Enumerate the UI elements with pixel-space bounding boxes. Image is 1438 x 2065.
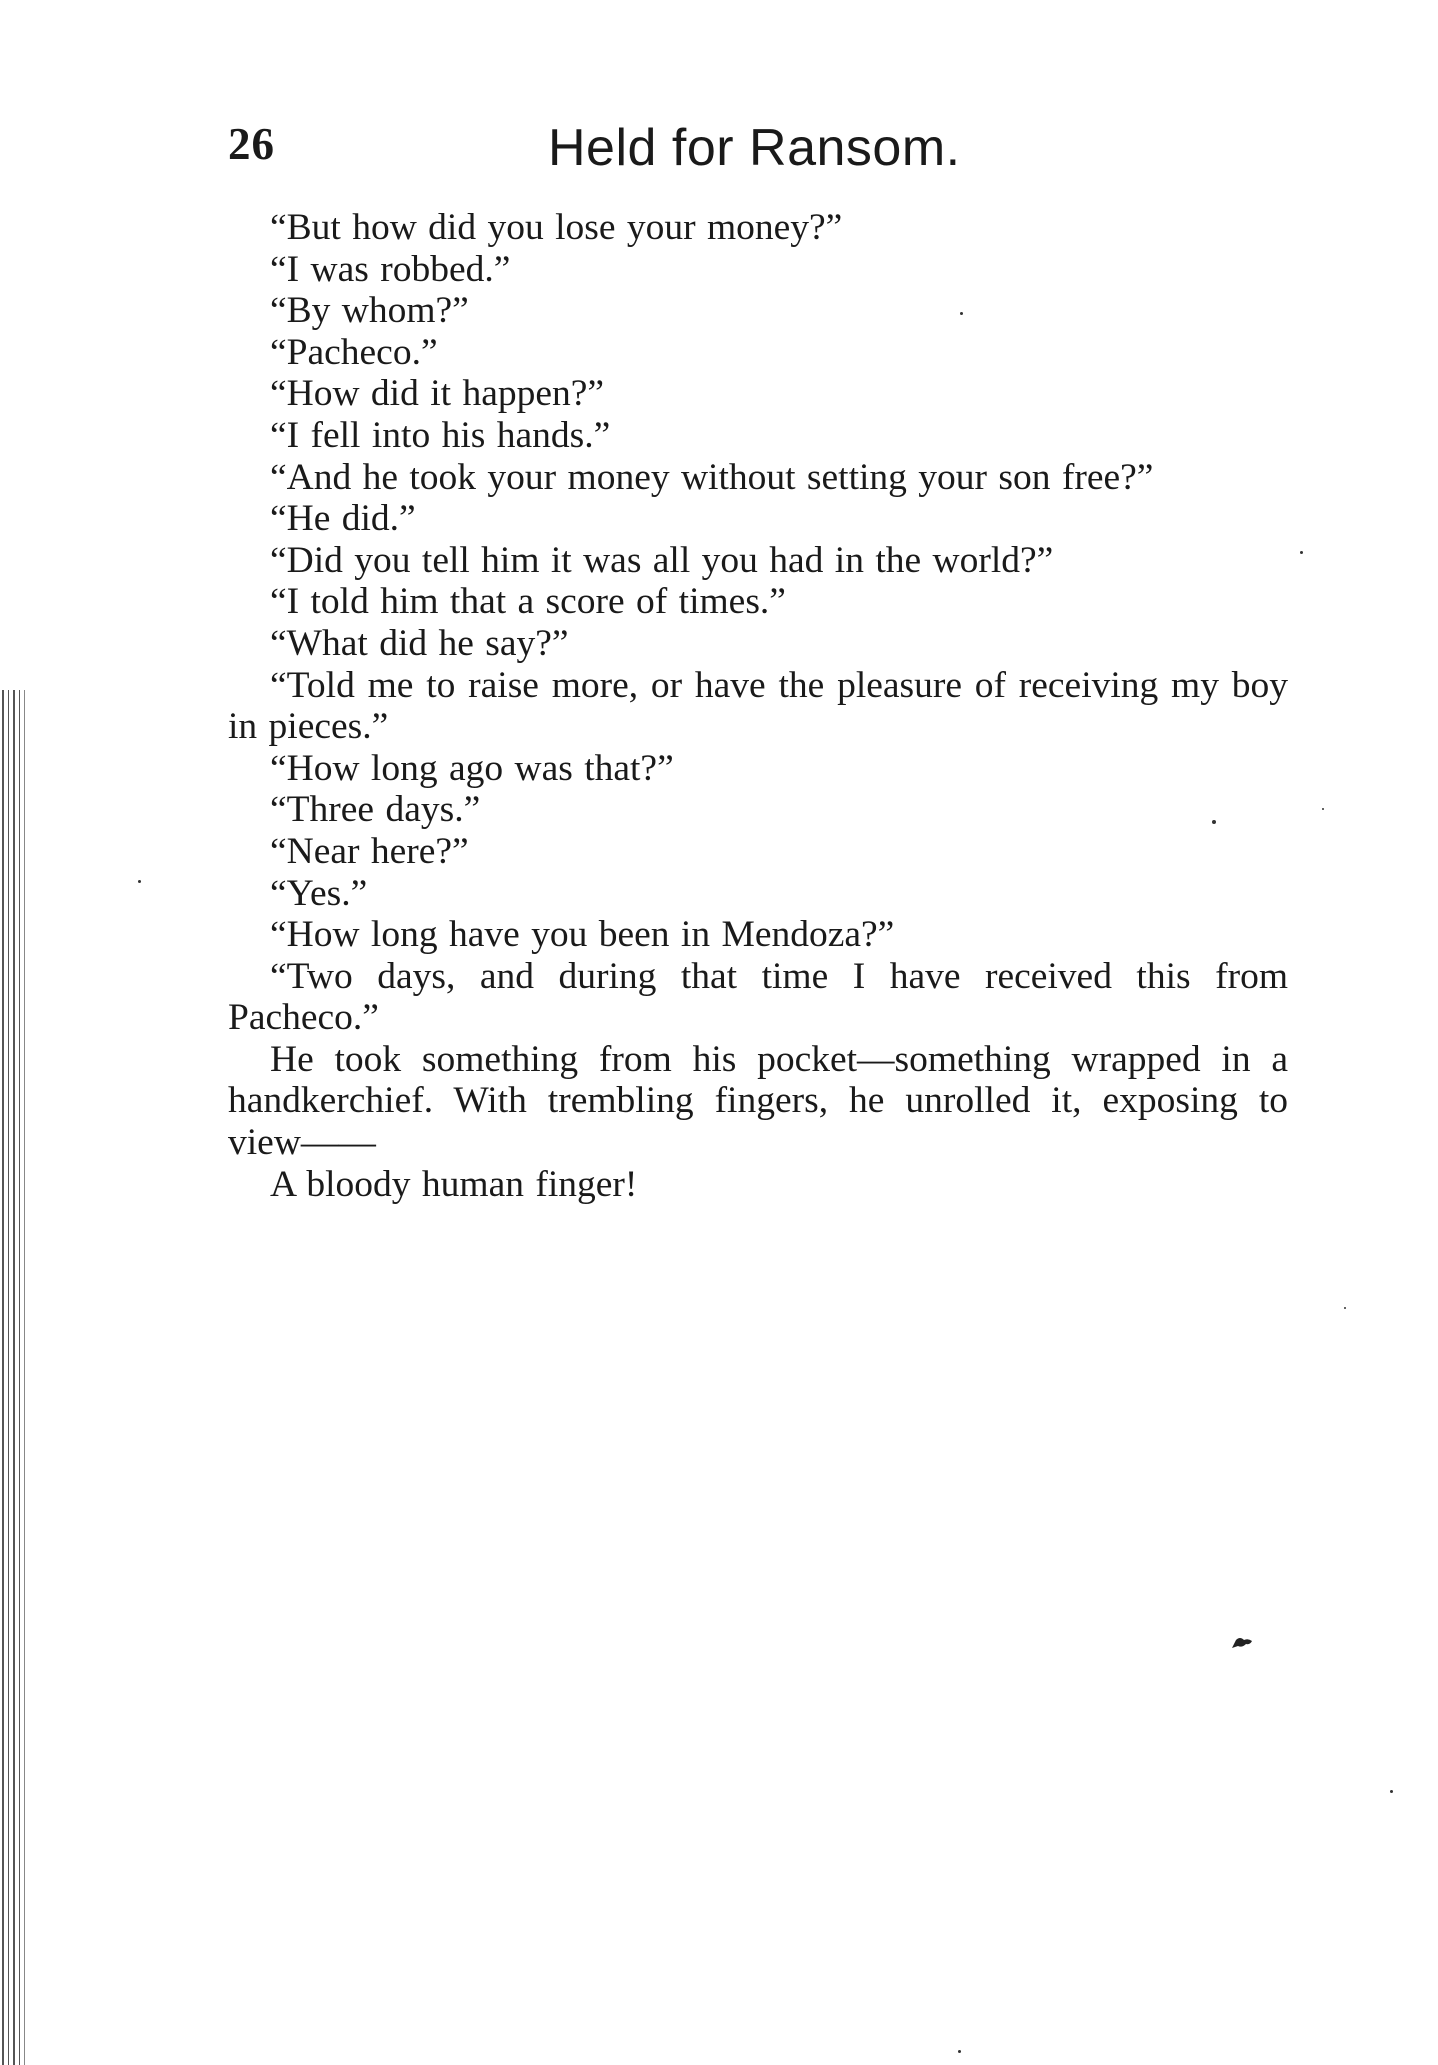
scan-speck [1212, 820, 1216, 824]
paragraph: “But how did you lose your money?” [270, 207, 843, 248]
running-title: Held for Ransom. [548, 119, 961, 177]
binding-edge [0, 690, 26, 2065]
paragraph: “Two days, and during that time I have received this from Pacheco.” [228, 955, 1288, 1039]
paragraph: “Near here?” [270, 830, 469, 872]
paragraph: He took something from his pocket—something wrapped in a handkerchief. With trembling fingers, he unrolled it, exposing to view—— [228, 1038, 1288, 1164]
binding-line [24, 690, 25, 2065]
scan-speck [1344, 1307, 1346, 1309]
paragraph: “I was robbed.” [270, 248, 511, 290]
paragraph: A bloody human finger! [270, 1163, 638, 1205]
ink-mark [1230, 1636, 1254, 1650]
paragraph: “Yes.” [270, 872, 368, 914]
paragraph: “By whom?” [270, 290, 469, 332]
page-number: 26 [228, 119, 275, 169]
scan-speck [958, 2050, 961, 2053]
paragraph: “How long have you been in Mendoza?” [270, 914, 895, 956]
paragraph: “I told him that a score of times.” [270, 581, 786, 623]
page-header [228, 118, 1288, 188]
paragraph: “Did you tell him it was all you had in the world?” [270, 539, 1054, 581]
scan-speck [1300, 551, 1303, 554]
paragraph: “Pacheco.” [270, 331, 438, 373]
binding-line [13, 690, 15, 2065]
scan-speck [138, 880, 141, 883]
binding-line [8, 690, 9, 2065]
scan-speck [1322, 808, 1324, 810]
paragraph: “How long ago was that?” [270, 747, 674, 789]
paragraph: “What did he say?” [270, 622, 569, 664]
binding-line [2, 690, 4, 2065]
paragraph: “Three days.” [270, 789, 481, 831]
paragraph: “He did.” [270, 498, 416, 540]
paragraph: “Told me to raise more, or have the pleasure of receiving my boy in pieces.” [228, 664, 1288, 748]
binding-line [19, 690, 20, 2065]
paragraph: “How did it happen?” [270, 373, 605, 415]
scan-speck [1390, 1790, 1393, 1793]
paragraph: “I fell into his hands.” [270, 414, 611, 456]
scan-speck [960, 312, 963, 315]
body-text [228, 207, 1288, 1205]
paragraph: “And he took your money without setting your son free?” [270, 456, 1154, 498]
